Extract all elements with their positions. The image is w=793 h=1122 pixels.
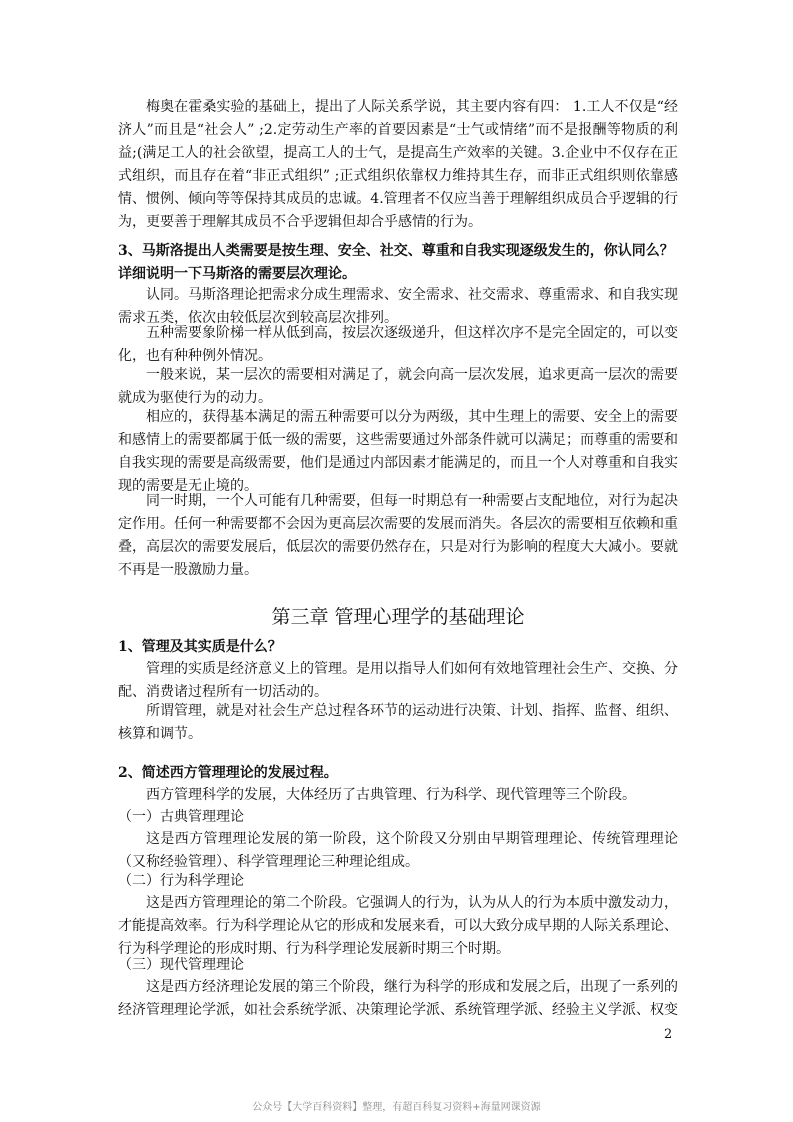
subsection-classical-paragraph: 这是西方管理理论发展的第一阶段，这个阶段又分别由早期管理理论、传统管理理论（又称经验管理）、科学管理理论三种理论组成。 [118, 831, 678, 870]
section-1-heading: 1、管理及其实质是什么？ [118, 639, 282, 655]
subsection-modern-heading: （三）现代管理理论 [118, 957, 244, 973]
page-number: 2 [664, 1027, 673, 1042]
chapter-title: 第三章 管理心理学的基础理论 [271, 606, 525, 628]
subsection-behavioral-paragraph: 这是西方管理理论的第二个阶段。它强调人的行为，认为从人的行为本质中激发动力，才能提高效率。行为科学理论从它的形成和发展来看，可以大致分成早期的人际关系理论、行为科学理论的形成时期、行为科学理论发展新时期三个时期。 [118, 895, 678, 957]
paragraph-mayo: 梅奥在霍桑实验的基础上，提出了人际关系学说，其主要内容有四： 1.工人不仅是“经济人”而且是“社会人” ;2.定劳动生产率的首要因素是“士气或情绪”而不是报酬等物质的利益;(满足工人的社会欲望，提高工人的士气，是提高生产效率的关键。3.企业中不仅存在正式组织，而且存在着“非正式组织” ;正式组织依靠权力维持其生存，而非正式组织则依靠感情、惯例、倾向等等保持其成员的忠诚。4.管理者不仅应当善于理解组织成员合乎逻辑的行为，更要善于理解其成员不合乎逻辑但却合乎感情的行为。 [118, 99, 678, 230]
footer-watermark: 公众号【大学百科资料】整理，有超百科复习资料+海量网课资源 [252, 1102, 541, 1113]
section-1-paragraph-2: 所谓管理，就是对社会生产总过程各环节的运动进行决策、计划、指挥、监督、组织、核算和调节。 [118, 703, 678, 742]
q3-paragraph-2: 五种需要象阶梯一样从低到高，按层次逐级递升，但这样次序不是完全固定的，可以变化，也有种种例外情况。 [118, 325, 678, 364]
q3-paragraph-1: 认同。马斯洛理论把需求分成生理需求、安全需求、社交需求、尊重需求、和自我实现需求五类，依次由较低层次到较高层次排列。 [118, 287, 678, 326]
subsection-behavioral-heading: （二）行为科学理论 [118, 873, 244, 889]
section-2-heading: 2、简述西方管理理论的发展过程。 [118, 765, 338, 781]
section-2-paragraph-1: 西方管理科学的发展，大体经历了古典管理、行为科学、现代管理等三个阶段。 [146, 787, 636, 803]
q3-paragraph-5: 同一时期，一个人可能有几种需要，但每一时期总有一种需要占支配地位，对行为起决定作用。任何一种需要都不会因为更高层次需要的发展而消失。各层次的需要相互依赖和重叠，高层次的需要发展后，低层次的需要仍然存在，只是对行为影响的程度大大减小。要就不再是一股激励力量。 [118, 493, 678, 578]
q3-paragraph-3: 一般来说，某一层次的需要相对满足了，就会向高一层次发展，追求更高一层次的需要就成为驱使行为的动力。 [118, 367, 678, 406]
subsection-modern-paragraph: 这是西方经济理论发展的第三个阶段，继行为科学的形成和发展之后，出现了一系列的经济管理理论学派，如社会系统学派、决策理论学派、系统管理学派、经验主义学派、权变 [118, 979, 678, 1018]
q3-paragraph-4: 相应的，获得基本满足的需五种需要可以分为两级，其中生理上的需要、安全上的需要和感情上的需要都属于低一级的需要，这些需要通过外部条件就可以满足；而尊重的需要和自我实现的需要是高级需要，他们是通过内部因素才能满足的，而且一个人对尊重和自我实现的需要是无止境的。 [118, 409, 678, 494]
subsection-classical-heading: （一）古典管理理论 [118, 809, 244, 825]
question-3-heading: 3、马斯洛提出人类需要是按生理、安全、社交、尊重和自我实现逐级发生的，你认同么？详细说明一下马斯洛的需要层次理论。 [118, 243, 674, 282]
section-1-paragraph-1: 管理的实质是经济意义上的管理。是用以指导人们如何有效地管理社会生产、交换、分配、消费诸过程所有一切活动的。 [118, 661, 678, 700]
